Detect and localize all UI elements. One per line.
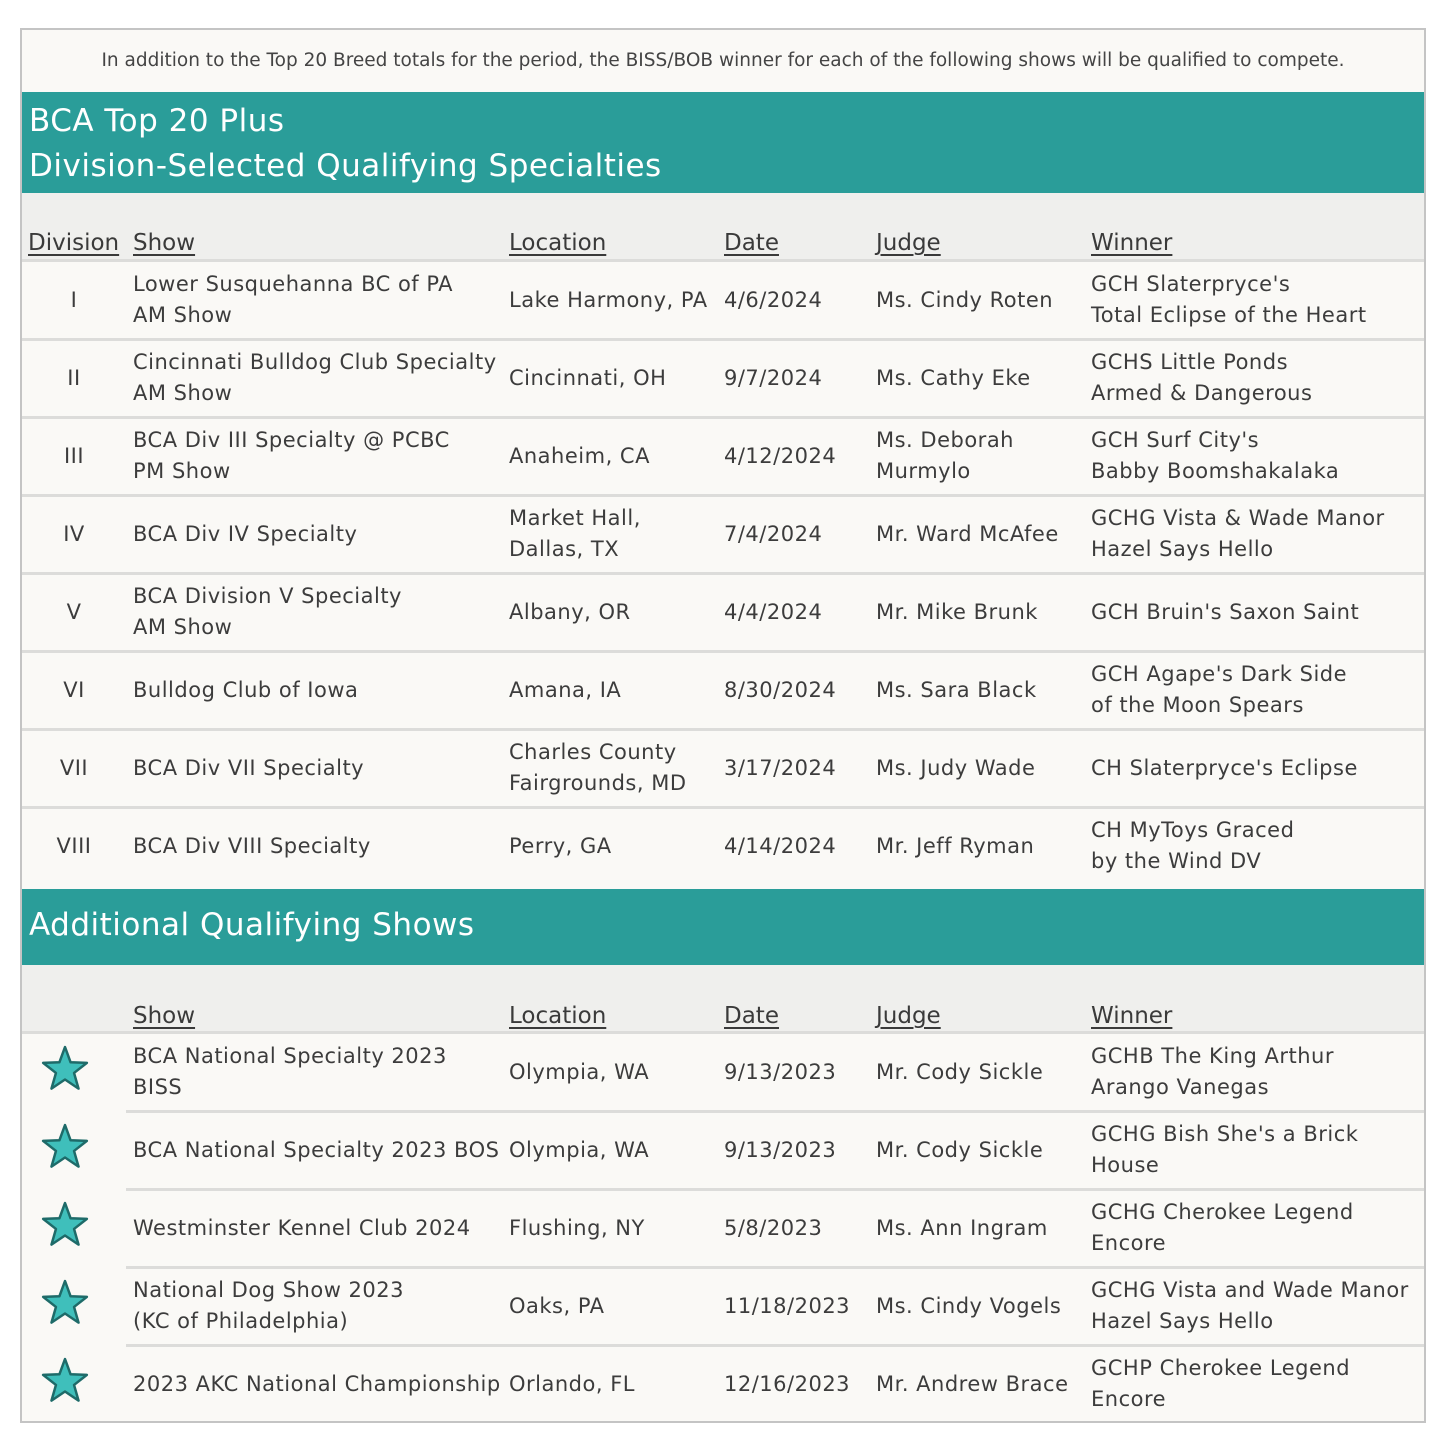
section2-title: Additional Qualifying Shows bbox=[29, 907, 475, 943]
judge-cell-line: Mr. Andrew Brace bbox=[876, 1371, 1069, 1396]
judge-cell-line: Ms. Deborah bbox=[876, 428, 1014, 452]
winner-cell-line: GCH Slaterpryce's bbox=[1091, 272, 1291, 296]
show-cell-line: BCA National Specialty 2023 BOS bbox=[133, 1137, 500, 1162]
winner-cell-line: Arango Vanegas bbox=[1091, 1075, 1270, 1099]
section1-title-line1: BCA Top 20 Plus bbox=[29, 103, 285, 139]
section2-banner bbox=[22, 889, 1424, 965]
judge-cell bbox=[876, 1111, 1088, 1189]
winner-cell-line: House bbox=[1091, 1153, 1160, 1177]
show-cell-line: AM Show bbox=[133, 303, 233, 327]
date-cell-text: 8/30/2024 bbox=[724, 677, 837, 702]
winner-cell-line: GCHG Bish She's a Brick bbox=[1091, 1122, 1359, 1146]
date-cell-text: 4/6/2024 bbox=[724, 287, 823, 312]
winner-cell-line: GCHG Vista & Wade Manor bbox=[1091, 506, 1385, 530]
winner-cell-line: Armed & Dangerous bbox=[1091, 381, 1313, 405]
location-cell-line: Cincinnati, OH bbox=[509, 365, 667, 390]
location-cell bbox=[509, 807, 721, 885]
winner-cell-line: GCH Agape's Dark Side bbox=[1091, 662, 1348, 686]
location-cell-line: Perry, GA bbox=[509, 833, 612, 858]
show-cell-line: Cincinnati Bulldog Club Specialty bbox=[133, 350, 497, 374]
winner-cell bbox=[1091, 573, 1426, 651]
show-cell bbox=[133, 417, 505, 495]
show-cell-line: BCA Div VIII Specialty bbox=[133, 833, 371, 858]
division-number: V bbox=[66, 599, 82, 624]
show-cell-line: BCA Div VII Specialty bbox=[133, 755, 365, 780]
show-cell-line: BCA Div III Specialty @ PCBC bbox=[133, 428, 450, 452]
winner-cell bbox=[1091, 495, 1426, 573]
date-cell-text: 4/12/2024 bbox=[724, 443, 837, 468]
judge-cell-line: Ms. Sara Black bbox=[876, 677, 1037, 702]
section1-header-band bbox=[22, 193, 1424, 261]
location-cell bbox=[509, 339, 721, 417]
header-division: Division bbox=[28, 230, 120, 256]
date-cell-text: 9/7/2024 bbox=[724, 365, 823, 390]
show-cell bbox=[133, 261, 505, 339]
judge-cell-line: Mr. Jeff Ryman bbox=[876, 833, 1035, 858]
winner-cell bbox=[1091, 261, 1426, 339]
header-judge-2: Judge bbox=[876, 1003, 941, 1029]
winner-cell-line: GCHP Cherokee Legend bbox=[1091, 1356, 1351, 1380]
intro-text: In addition to the Top 20 Breed totals for the period, the BISS/BOB winner for each of the following shows will be qualified to compete. bbox=[101, 50, 1345, 71]
date-cell bbox=[724, 261, 874, 339]
show-cell bbox=[133, 1267, 505, 1345]
date-cell bbox=[724, 573, 874, 651]
date-cell-text: 5/8/2023 bbox=[724, 1215, 823, 1240]
section1-banner bbox=[22, 92, 1424, 193]
winner-cell-line: GCHS Little Ponds bbox=[1091, 350, 1289, 374]
show-cell-line: AM Show bbox=[133, 615, 233, 639]
star-icon bbox=[39, 1199, 91, 1251]
winner-cell-line: Encore bbox=[1091, 1387, 1167, 1411]
winner-cell-line: Babby Boomshakalaka bbox=[1091, 459, 1340, 483]
winner-cell bbox=[1091, 807, 1426, 885]
division-number: III bbox=[63, 443, 85, 468]
winner-cell bbox=[1091, 1345, 1426, 1423]
star-icon bbox=[39, 1121, 91, 1173]
winner-cell bbox=[1091, 1033, 1426, 1111]
location-cell bbox=[509, 1345, 721, 1423]
location-cell bbox=[509, 417, 721, 495]
show-cell-line: (KC of Philadelphia) bbox=[133, 1309, 349, 1333]
judge-cell-line: Mr. Ward McAfee bbox=[876, 521, 1059, 546]
location-cell-line: Olympia, WA bbox=[509, 1137, 650, 1162]
show-cell-line: BCA National Specialty 2023 bbox=[133, 1044, 447, 1068]
location-cell bbox=[509, 1111, 721, 1189]
winner-cell bbox=[1091, 339, 1426, 417]
date-cell-text: 7/4/2024 bbox=[724, 521, 823, 546]
date-cell bbox=[724, 495, 874, 573]
judge-cell-line: Ms. Cathy Eke bbox=[876, 365, 1031, 390]
show-cell bbox=[133, 1033, 505, 1111]
judge-cell-line: Mr. Mike Brunk bbox=[876, 599, 1038, 624]
date-cell-text: 11/18/2023 bbox=[724, 1293, 851, 1318]
division-number: VII bbox=[59, 755, 89, 780]
location-cell-line: Charles County bbox=[509, 740, 677, 764]
location-cell-line: Flushing, NY bbox=[509, 1215, 645, 1240]
winner-cell-line: GCHB The King Arthur bbox=[1091, 1044, 1334, 1068]
winner-cell-line: GCH Bruin's Saxon Saint bbox=[1091, 599, 1360, 624]
header-date-2: Date bbox=[724, 1003, 779, 1029]
judge-cell bbox=[876, 729, 1088, 807]
location-cell bbox=[509, 573, 721, 651]
judge-cell bbox=[876, 651, 1088, 729]
judge-cell bbox=[876, 417, 1088, 495]
show-cell-line: PM Show bbox=[133, 459, 231, 483]
date-cell bbox=[724, 1033, 874, 1111]
division-number: VI bbox=[63, 677, 85, 702]
show-cell-line: Lower Susquehanna BC of PA bbox=[133, 272, 454, 296]
star-icon bbox=[39, 1277, 91, 1329]
judge-cell bbox=[876, 339, 1088, 417]
location-cell-line: Lake Harmony, PA bbox=[509, 287, 708, 312]
show-cell-line: BCA Div IV Specialty bbox=[133, 521, 358, 546]
date-cell bbox=[724, 1111, 874, 1189]
judge-cell bbox=[876, 261, 1088, 339]
winner-cell-line: Hazel Says Hello bbox=[1091, 1309, 1274, 1333]
location-cell bbox=[509, 495, 721, 573]
judge-cell-line: Ms. Cindy Roten bbox=[876, 287, 1054, 312]
show-cell-line: Westminster Kennel Club 2024 bbox=[133, 1215, 471, 1240]
header-location: Location bbox=[509, 230, 607, 256]
judge-cell-line: Ms. Cindy Vogels bbox=[876, 1293, 1062, 1318]
judge-cell-line: Ms. Judy Wade bbox=[876, 755, 1036, 780]
location-cell-line: Oaks, PA bbox=[509, 1293, 605, 1318]
show-cell bbox=[133, 651, 505, 729]
location-cell bbox=[509, 1033, 721, 1111]
winner-cell bbox=[1091, 1189, 1426, 1267]
star-icon bbox=[39, 1043, 91, 1095]
date-cell bbox=[724, 651, 874, 729]
location-cell-line: Dallas, TX bbox=[509, 537, 620, 561]
winner-cell-line: Hazel Says Hello bbox=[1091, 537, 1274, 561]
location-cell bbox=[509, 651, 721, 729]
location-cell-line: Fairgrounds, MD bbox=[509, 771, 687, 795]
judge-cell-line: Mr. Cody Sickle bbox=[876, 1059, 1044, 1084]
winner-cell-line: Total Eclipse of the Heart bbox=[1091, 303, 1367, 327]
show-cell bbox=[133, 807, 505, 885]
judge-cell-line: Ms. Ann Ingram bbox=[876, 1215, 1048, 1240]
location-cell bbox=[509, 1189, 721, 1267]
division-number: IV bbox=[63, 521, 85, 546]
winner-cell-line: of the Moon Spears bbox=[1091, 693, 1304, 717]
division-number: I bbox=[70, 287, 78, 312]
judge-cell bbox=[876, 495, 1088, 573]
location-cell-line: Amana, IA bbox=[509, 677, 622, 702]
date-cell bbox=[724, 1345, 874, 1423]
header-show: Show bbox=[133, 230, 196, 256]
winner-cell-line: GCHG Vista and Wade Manor bbox=[1091, 1278, 1409, 1302]
judge-cell bbox=[876, 1345, 1088, 1423]
date-cell bbox=[724, 339, 874, 417]
date-cell bbox=[724, 729, 874, 807]
date-cell-text: 3/17/2024 bbox=[724, 755, 837, 780]
show-cell-line: National Dog Show 2023 bbox=[133, 1278, 404, 1302]
date-cell-text: 4/4/2024 bbox=[724, 599, 823, 624]
location-cell-line: Olympia, WA bbox=[509, 1059, 650, 1084]
date-cell-text: 12/16/2023 bbox=[724, 1371, 851, 1396]
judge-cell bbox=[876, 1189, 1088, 1267]
show-cell bbox=[133, 339, 505, 417]
header-location-2: Location bbox=[509, 1003, 607, 1029]
section2-header-band bbox=[22, 965, 1424, 1033]
date-cell bbox=[724, 807, 874, 885]
winner-cell-line: GCH Surf City's bbox=[1091, 428, 1260, 452]
judge-cell bbox=[876, 1033, 1088, 1111]
header-winner-2: Winner bbox=[1091, 1003, 1173, 1029]
judge-cell bbox=[876, 573, 1088, 651]
header-winner: Winner bbox=[1091, 230, 1173, 256]
show-cell-line: BISS bbox=[133, 1075, 183, 1099]
winner-cell bbox=[1091, 417, 1426, 495]
winner-cell-line: GCHG Cherokee Legend bbox=[1091, 1200, 1354, 1224]
date-cell-text: 9/13/2023 bbox=[724, 1059, 837, 1084]
location-cell-line: Orlando, FL bbox=[509, 1371, 635, 1396]
winner-cell-line: CH Slaterpryce's Eclipse bbox=[1091, 755, 1358, 780]
show-cell-line: AM Show bbox=[133, 381, 233, 405]
winner-cell-line: CH MyToys Graced bbox=[1091, 818, 1295, 842]
header-date: Date bbox=[724, 230, 779, 256]
show-cell bbox=[133, 1189, 505, 1267]
date-cell bbox=[724, 417, 874, 495]
header-judge: Judge bbox=[876, 230, 941, 256]
show-cell bbox=[133, 1345, 505, 1423]
show-cell-line: Bulldog Club of Iowa bbox=[133, 677, 359, 702]
document-frame bbox=[20, 28, 1426, 1423]
winner-cell bbox=[1091, 651, 1426, 729]
judge-cell-line: Mr. Cody Sickle bbox=[876, 1137, 1044, 1162]
winner-cell bbox=[1091, 1267, 1426, 1345]
date-cell bbox=[724, 1189, 874, 1267]
judge-cell bbox=[876, 807, 1088, 885]
date-cell-text: 4/14/2024 bbox=[724, 833, 837, 858]
location-cell-line: Market Hall, bbox=[509, 506, 641, 530]
location-cell bbox=[509, 1267, 721, 1345]
header-show-2: Show bbox=[133, 1003, 196, 1029]
date-cell-text: 9/13/2023 bbox=[724, 1137, 837, 1162]
show-cell bbox=[133, 573, 505, 651]
star-icon bbox=[39, 1355, 91, 1407]
location-cell bbox=[509, 261, 721, 339]
location-cell-line: Anaheim, CA bbox=[509, 443, 650, 468]
section1-title-line2: Division-Selected Qualifying Specialties bbox=[29, 148, 662, 184]
show-cell bbox=[133, 729, 505, 807]
division-number: II bbox=[67, 365, 81, 390]
show-cell-line: BCA Division V Specialty bbox=[133, 584, 402, 608]
winner-cell bbox=[1091, 729, 1426, 807]
show-cell-line: 2023 AKC National Championship bbox=[133, 1371, 501, 1396]
location-cell bbox=[509, 729, 721, 807]
winner-cell bbox=[1091, 1111, 1426, 1189]
show-cell bbox=[133, 495, 505, 573]
judge-cell-line: Murmylo bbox=[876, 459, 971, 483]
date-cell bbox=[724, 1267, 874, 1345]
judge-cell bbox=[876, 1267, 1088, 1345]
winner-cell-line: Encore bbox=[1091, 1231, 1167, 1255]
show-cell bbox=[133, 1111, 505, 1189]
winner-cell-line: by the Wind DV bbox=[1091, 849, 1262, 873]
location-cell-line: Albany, OR bbox=[509, 599, 631, 624]
division-number: VIII bbox=[56, 833, 92, 858]
